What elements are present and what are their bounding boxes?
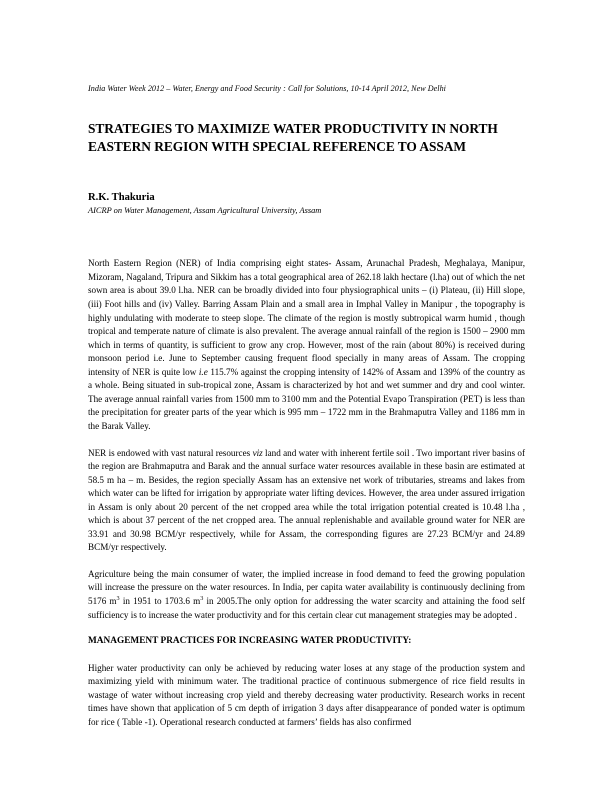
paragraph-intro-emphasis-ie: i.e bbox=[198, 366, 208, 377]
paragraph-water-resources-part-a: NER is endowed with vast natural resources bbox=[88, 447, 253, 458]
author-name: R.K. Thakuria bbox=[88, 191, 155, 203]
paragraph-agriculture-demand-part-c: in 2005.The only option for addressing the water scarcity and attaining the food self sufficiency is to increase the water productivity and for this certain clear cut management strategies may be adopted . bbox=[88, 595, 525, 620]
paragraph-water-resources-part-b: land and water with inherent fertile soil . Two important river basins of the region are Brahmaputra and Barak and the annual surface water resources available in these basin are estimated at 58.5 m ha – m. Besides, the region specially Assam has an extensive net work of tributaries, streams and lakes from which water can be lifted for irrigation by appropriate water lifting devices. However, the area under assured irrigation in Assam is only about 20 percent of the net cropped area while the total irrigation potential created is 10.48 l.ha , which is about 37 percent of the net cropped area. The annual replenishable and available ground water for NER are 33.91 and 30.98 BCM/yr respectively, while for Assam, the corresponding figures are 27.23 BCM/yr and 24.89 BCM/yr respectively. bbox=[88, 447, 525, 553]
body-text bbox=[88, 257, 525, 729]
author-affiliation: AICRP on Water Management, Assam Agricultural University, Assam bbox=[88, 206, 322, 216]
paragraph-agriculture-demand bbox=[88, 568, 525, 622]
paragraph-water-resources bbox=[88, 447, 525, 555]
paragraph-intro bbox=[88, 257, 525, 433]
paragraph-agriculture-demand-part-a: Agriculture being the main consumer of water, the implied increase in food demand to feed the growing population will increase the pressure on the water resources. In India, per capita water availability is continuously declining from 5176 m bbox=[88, 568, 525, 606]
paragraph-intro-part-a: North Eastern Region (NER) of India comprising eight states- Assam, Arunachal Pradesh, Meghalaya, Manipur, Mizoram, Nagaland, Tripura and Sikkim has a total geographical area of 262.18 lakh hectare (l.ha) out of which the net sown area is about 39.0 l.ha. NER can be broadly divided into four physiographical units – (i) Plateau, (ii) Hill slope, (iii) Foot hills and (iv) Valley. Barring Assam Plain and a small area in Imphal Valley in Manipur , the topography is highly undulating with moderate to steep slope. The climate of the region is mostly subtropical warm humid , though tropical and temperate nature of climate is also prevalent. The average annual rainfall of the region is 1500 – 2900 mm which in terms of quantity, is sufficient to grow any crop. However, most of the rain (about 80%) is received during monsoon period i.e. June to September causing frequent flood specially in many areas of Assam. The cropping intensity of NER is quite low bbox=[88, 258, 525, 377]
section-heading-management-practices: MANAGEMENT PRACTICES FOR INCREASING WATER PRODUCTIVITY: bbox=[88, 636, 412, 647]
page-content bbox=[88, 0, 525, 729]
paragraph-intro-part-b: 115.7% against the cropping intensity of 142% of Assam and 139% of the country as a whole. Being situated in sub-tropical zone, Assam is characterized by hot and wet summer and dry and cool winter. The average annual rainfall varies from 1500 mm to 3100 mm and the Potential Evapo Transpiration (PET) is less than the precipitation for greater parts of the year which is 995 mm – 1722 mm in the Brahmaputra Valley and 1186 mm in the Barak Valley. bbox=[88, 366, 525, 431]
cubic-metre-superscript-2005: 3 bbox=[200, 594, 204, 602]
cubic-metre-superscript-1951: 3 bbox=[116, 594, 120, 602]
paragraph-management-practices: Higher water productivity can only be achieved by reducing water loses at any stage of the production system and maximizing yield with minimum water. The traditional practice of continuous submergence of rice field results in wastage of water without increasing crop yield and thereby decreasing water productivity. Research works in recent times have shown that application of 5 cm depth of irrigation 3 days after disappearance of ponded water is optimum for rice ( Table -1). Operational research conducted at farmers’ fields has also confirmed bbox=[88, 662, 525, 727]
paragraph-agriculture-demand-part-b: in 1951 to 1703.6 m bbox=[119, 595, 201, 606]
page-title: STRATEGIES TO MAXIMIZE WATER PRODUCTIVITY IN NORTH EASTERN REGION WITH SPECIAL REFERENCE TO ASSAM bbox=[88, 120, 498, 155]
conference-running-header: India Water Week 2012 – Water, Energy and Food Security : Call for Solutions, 10-14 April 2012, New Delhi bbox=[88, 84, 446, 93]
paragraph-water-resources-emphasis-viz: viz bbox=[252, 447, 263, 458]
